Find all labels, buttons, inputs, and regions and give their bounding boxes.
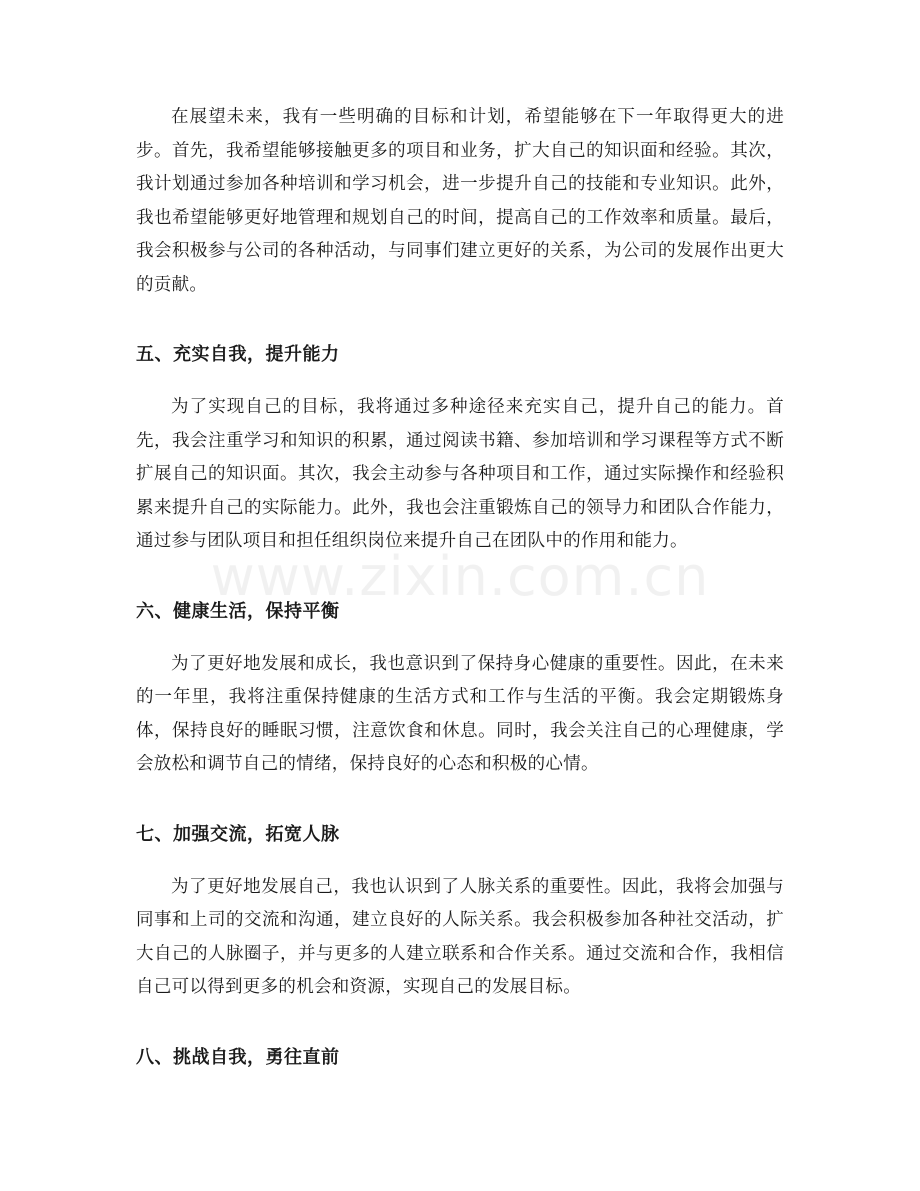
watermark: www.zixin.com.cn (210, 545, 710, 608)
section-heading: 六、健康生活，保持平衡 (136, 600, 340, 622)
intro-paragraph: 在展望未来，我有一些明确的目标和计划，希望能够在下一年取得更大的进步。首先，我希望能够接触更多的项目和业务，扩大自己的知识面和经验。其次，我计划通过参加各种培训和学习机会，进一步提升自己的技能和专业知识。此外，我也希望能够更好地管理和规划自己的时间，提高自己的工作效率和质量。最后，我会积极参与公司的各种活动，与同事们建立更好的关系，为公司的发展作出更大的贡献。 (136, 107, 784, 295)
section-7 (136, 818, 784, 1005)
section-heading: 七、加强交流，拓宽人脉 (136, 823, 340, 845)
section-heading: 五、充实自我，提升能力 (136, 344, 340, 365)
section-paragraph: 为了更好地发展和成长，我也意识到了保持身心健康的重要性。因此，在未来的一年里，我将注重保持健康的生活方式和工作与生活的平衡。我会定期锻炼身体，保持良好的睡眠习惯，注意饮食和休息。同时，我会关注自己的心理健康，学会放松和调节自己的情绪，保持良好的心态和积极的心情。 (136, 653, 784, 774)
section-paragraph: 为了更好地发展自己，我也认识到了人脉关系的重要性。因此，我将会加强与同事和上司的交流和沟通，建立良好的人际关系。我会积极参加各种社交活动，扩大自己的人脉圈子，并与更多的人建立联系和合作关系。通过交流和合作，我相信自己可以得到更多的机会和资源，实现自己的发展目标。 (136, 876, 784, 997)
section-5 (136, 338, 784, 559)
section-6 (136, 595, 784, 782)
section-heading: 八、挑战自我，勇往直前 (136, 1046, 340, 1068)
section-paragraph: 为了实现自己的目标，我将通过多种途径来充实自己，提升自己的能力。首先，我会注重学习和知识的积累，通过阅读书籍、参加培训和学习课程等方式不断扩展自己的知识面。其次，我会主动参与各种项目和工作，通过实际操作和经验积累来提升自己的实际能力。此外，我也会注重锻炼自己的领导力和团队合作能力，通过参与团队项目和担任组织岗位来提升自己在团队中的作用和能力。 (136, 397, 784, 551)
section-8 (136, 1041, 784, 1074)
document-content (136, 101, 784, 1094)
